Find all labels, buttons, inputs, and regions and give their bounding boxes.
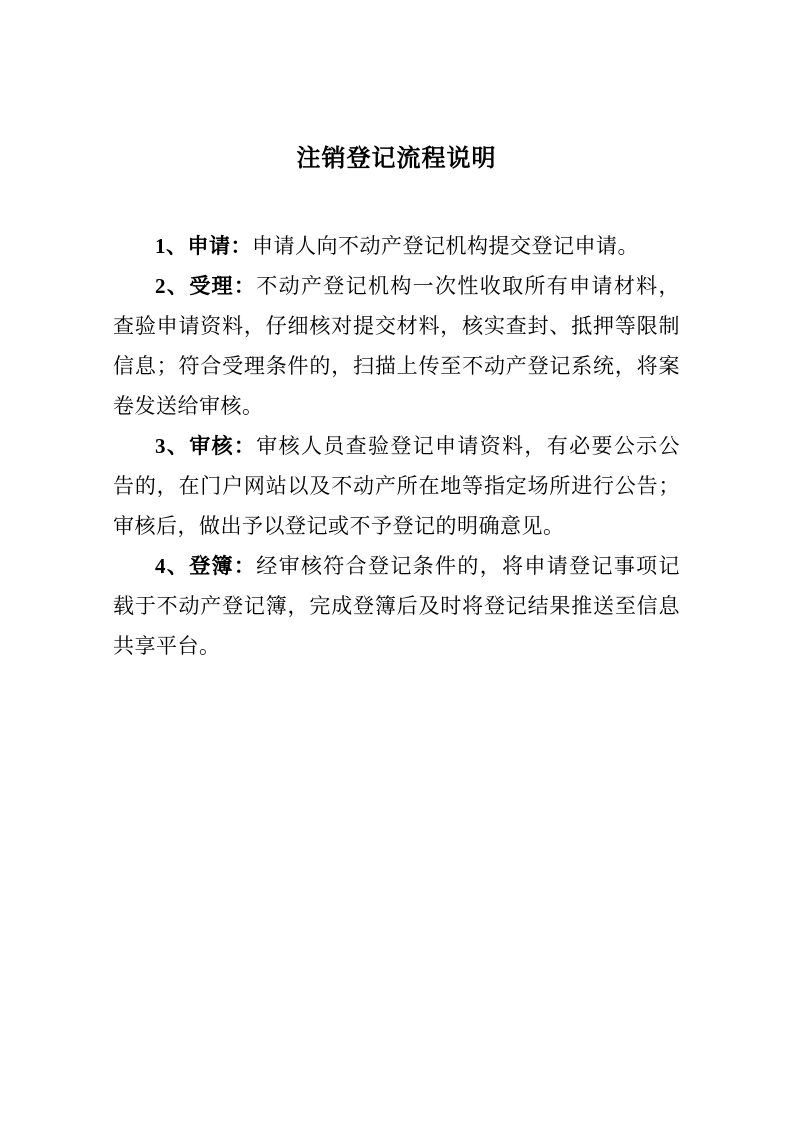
paragraph-step-4 <box>113 546 680 666</box>
paragraph-text: 申请人向不动产登记机构提交登记申请。 <box>252 234 639 258</box>
paragraph-label: 4、登簿： <box>155 554 257 578</box>
paragraph-text: 不动产登记机构一次性收取所有申请材料，查验申请资料，仔细核对提交材料，核实查封、抵押等限制信息；符合受理条件的，扫描上传至不动产登记系统，将案卷发送给审核。 <box>113 274 681 418</box>
paragraph-text: 审核人员查验登记申请资料，有必要公示公告的，在门户网站以及不动产所在地等指定场所进行公告；审核后，做出予以登记或不予登记的明确意见。 <box>113 434 681 538</box>
paragraph-text: 经审核符合登记条件的，将申请登记事项记载于不动产登记簿，完成登簿后及时将登记结果推送至信息共享平台。 <box>113 554 681 658</box>
document-title: 注销登记流程说明 <box>296 146 497 172</box>
paragraph-step-1 <box>113 226 680 266</box>
paragraph-step-3 <box>113 426 680 546</box>
document-body <box>113 226 680 666</box>
paragraph-label: 1、申请： <box>155 234 252 258</box>
paragraph-label: 2、受理： <box>155 274 257 298</box>
paragraph-label: 3、审核： <box>155 434 257 458</box>
paragraph-step-2 <box>113 266 680 426</box>
